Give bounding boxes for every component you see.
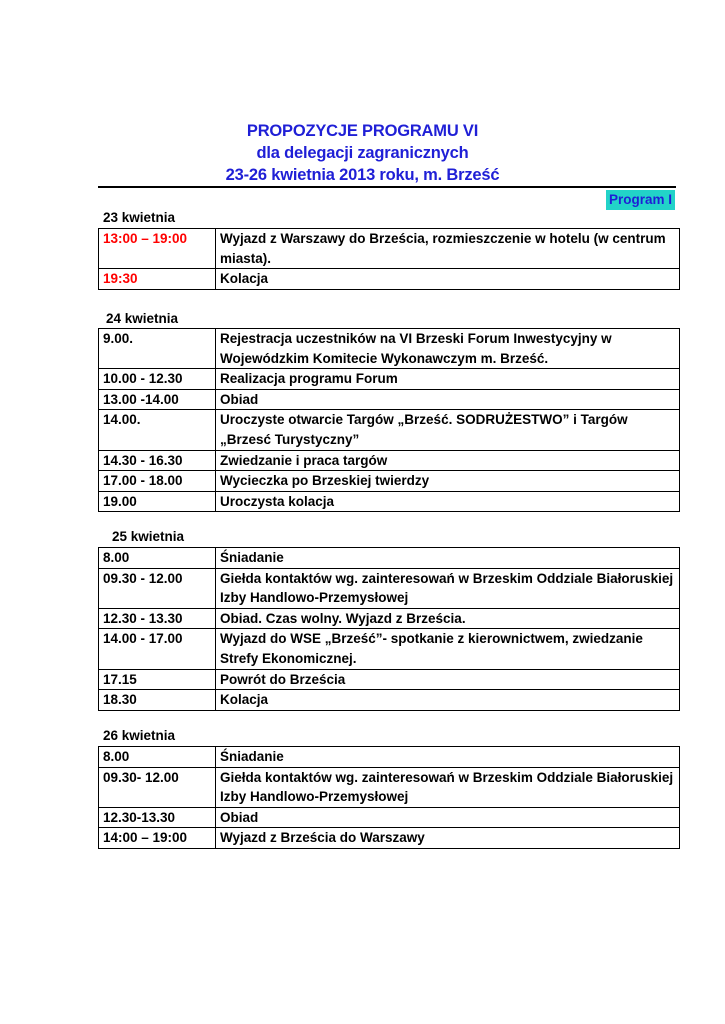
schedule-table-24 — [98, 328, 680, 512]
table-row — [99, 389, 680, 410]
time-cell: 13.00 -14.00 — [99, 389, 216, 410]
day-label-24: 24 kwietnia — [106, 311, 179, 326]
table-row — [99, 608, 680, 629]
event-cell: Wyjazd z Brześcia do Warszawy — [216, 828, 680, 849]
document-title — [0, 120, 725, 186]
event-cell: Giełda kontaktów wg. zainteresowań w Brzeskim Oddziale Białoruskiej Izby Handlowo-Przemysłowej — [216, 767, 680, 807]
schedule-table-26 — [98, 746, 680, 849]
event-cell: Śniadanie — [216, 548, 680, 569]
table-row — [99, 568, 680, 608]
time-cell: 12.30 - 13.30 — [99, 608, 216, 629]
table-row — [99, 767, 680, 807]
time-cell: 14.00 - 17.00 — [99, 629, 216, 669]
title-line-3: 23-26 kwietnia 2013 roku, m. Brześć — [225, 166, 500, 184]
time-cell: 8.00 — [99, 747, 216, 768]
table-row — [99, 410, 680, 450]
event-cell: Rejestracja uczestników na VI Brzeski Forum Inwestycyjny w Wojewódzkim Komitecie Wykonawczym m. Brześć. — [216, 329, 680, 369]
event-cell: Kolacja — [216, 269, 680, 290]
title-line-2: dla delegacji zagranicznych — [256, 144, 469, 162]
event-cell: Powrót do Brześcia — [216, 669, 680, 690]
time-cell: 09.30- 12.00 — [99, 767, 216, 807]
event-cell: Wyjazd z Warszawy do Brześcia, rozmieszczenie w hotelu (w centrum miasta). — [216, 229, 680, 269]
time-cell: 14.00. — [99, 410, 216, 450]
time-cell: 17.15 — [99, 669, 216, 690]
program-label: Program I — [606, 190, 675, 210]
event-cell: Wycieczka po Brzeskiej twierdzy — [216, 471, 680, 492]
event-cell: Obiad — [216, 807, 680, 828]
event-cell: Giełda kontaktów wg. zainteresowań w Brzeskim Oddziale Białoruskiej Izby Handlowo-Przemysłowej — [216, 568, 680, 608]
table-row — [99, 690, 680, 711]
time-cell: 19.00 — [99, 491, 216, 512]
event-cell: Uroczyste otwarcie Targów „Brześć. SODRUŻESTWO” i Targów „Brzesć Turystyczny” — [216, 410, 680, 450]
table-row — [99, 629, 680, 669]
time-cell: 13:00 – 19:00 — [99, 229, 216, 269]
time-cell: 19:30 — [99, 269, 216, 290]
table-row — [99, 269, 680, 290]
table-row — [99, 548, 680, 569]
time-cell: 10.00 - 12.30 — [99, 369, 216, 390]
table-row — [99, 450, 680, 471]
event-cell: Obiad — [216, 389, 680, 410]
day-label-26: 26 kwietnia — [103, 728, 176, 743]
day-label-25: 25 kwietnia — [112, 529, 185, 544]
time-cell: 8.00 — [99, 548, 216, 569]
time-cell: 14.30 - 16.30 — [99, 450, 216, 471]
time-cell: 9.00. — [99, 329, 216, 369]
event-cell: Zwiedzanie i praca targów — [216, 450, 680, 471]
table-row — [99, 329, 680, 369]
table-row — [99, 471, 680, 492]
time-cell: 12.30-13.30 — [99, 807, 216, 828]
table-row — [99, 807, 680, 828]
day-label-23: 23 kwietnia — [103, 210, 176, 225]
schedule-table-23 — [98, 228, 680, 290]
event-cell: Kolacja — [216, 690, 680, 711]
schedule-table-25 — [98, 547, 680, 711]
table-row — [99, 747, 680, 768]
title-line-1: PROPOZYCJE PROGRAMU VI — [246, 122, 479, 140]
table-row — [99, 369, 680, 390]
event-cell: Śniadanie — [216, 747, 680, 768]
table-row — [99, 828, 680, 849]
event-cell: Obiad. Czas wolny. Wyjazd z Brześcia. — [216, 608, 680, 629]
table-row — [99, 669, 680, 690]
table-row — [99, 491, 680, 512]
table-row — [99, 229, 680, 269]
time-cell: 09.30 - 12.00 — [99, 568, 216, 608]
event-cell: Uroczysta kolacja — [216, 491, 680, 512]
time-cell: 17.00 - 18.00 — [99, 471, 216, 492]
time-cell: 14:00 – 19:00 — [99, 828, 216, 849]
time-cell: 18.30 — [99, 690, 216, 711]
event-cell: Wyjazd do WSE „Brześć”- spotkanie z kierownictwem, zwiedzanie Strefy Ekonomicznej. — [216, 629, 680, 669]
title-divider — [98, 186, 676, 188]
event-cell: Realizacja programu Forum — [216, 369, 680, 390]
